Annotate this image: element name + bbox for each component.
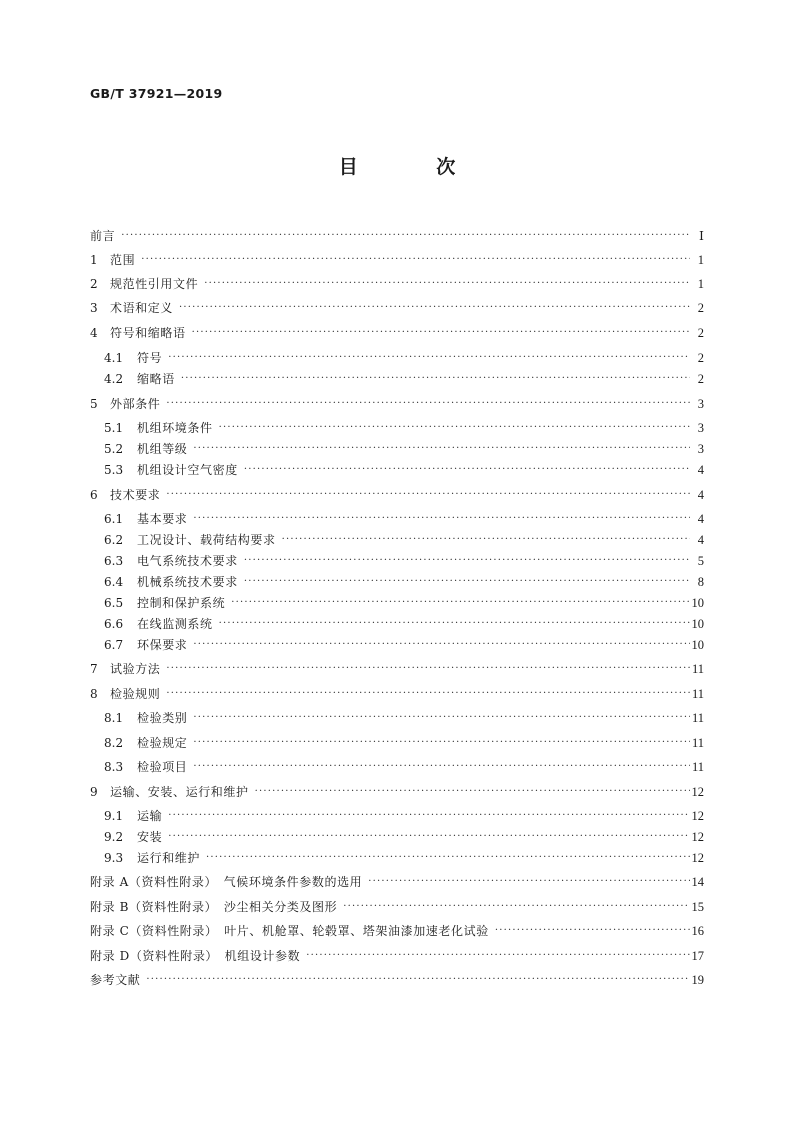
- toc-dot-leader: [146, 970, 689, 990]
- toc-entry-number: 5.1: [104, 421, 124, 435]
- toc-dot-leader: [193, 509, 690, 529]
- toc-entry-number: 4.1: [104, 351, 124, 365]
- toc-entry-number: 6: [90, 488, 98, 502]
- toc-entry[interactable]: [90, 921, 704, 941]
- toc-entry-label: 运行和维护: [137, 851, 201, 865]
- toc-dot-leader: [166, 485, 690, 505]
- toc-entry-label: 前言: [90, 229, 116, 243]
- toc-entry-number: 9.2: [104, 830, 124, 844]
- toc-entry-number: 8.3: [104, 760, 124, 774]
- toc-entry-label: 安装: [137, 830, 163, 844]
- toc-entry[interactable]: [90, 485, 704, 505]
- toc-entry-number: 6.7: [104, 638, 124, 652]
- toc-entry-number: 5.3: [104, 463, 124, 477]
- toc-dot-leader: [306, 946, 689, 966]
- toc-dot-leader: [219, 614, 690, 634]
- toc-dot-leader: [166, 684, 690, 704]
- toc-page-number: 11: [691, 687, 704, 701]
- toc-page-number: 10: [691, 596, 704, 610]
- toc-page-number: 11: [691, 662, 704, 676]
- toc-page-number: 15: [691, 900, 704, 914]
- toc-entry-label: 参考文献: [90, 973, 141, 987]
- toc-page-number: 10: [691, 617, 704, 631]
- toc-subentry[interactable]: [104, 509, 704, 529]
- toc-entry-number: 6.1: [104, 512, 124, 526]
- toc-entry-label: 试验方法: [110, 662, 161, 676]
- toc-entry-number: 4.2: [104, 372, 124, 386]
- toc-dot-leader: [193, 757, 690, 777]
- toc-dot-leader: [193, 733, 690, 753]
- toc-page-number: 1: [697, 253, 704, 267]
- toc-page-number: 4: [697, 463, 704, 477]
- toc-subentry[interactable]: [104, 418, 704, 438]
- toc-page-number: 12: [691, 851, 704, 865]
- toc-entry-number: 6.6: [104, 617, 124, 631]
- toc-subentry[interactable]: [104, 635, 704, 655]
- toc-subentry[interactable]: [104, 572, 704, 592]
- toc-subentry[interactable]: [104, 530, 704, 550]
- toc-entry[interactable]: [90, 872, 704, 892]
- toc-page-number: 2: [697, 326, 704, 340]
- toc-title: 目 次: [338, 156, 492, 178]
- toc-entry-label: 规范性引用文件: [110, 277, 199, 291]
- toc-entry-label: 机组设计空气密度: [137, 463, 238, 477]
- toc-page-number: 12: [691, 809, 704, 823]
- toc-entry-number: 6.5: [104, 596, 124, 610]
- toc-page-number: 4: [697, 512, 704, 526]
- toc-entry-label: 技术要求: [110, 488, 161, 502]
- toc-dot-leader: [244, 460, 690, 480]
- toc-page-number: 2: [697, 301, 704, 315]
- toc-entry-label: 基本要求: [137, 512, 188, 526]
- toc-dot-leader: [244, 572, 690, 592]
- toc-entry-label: 检验项目: [137, 760, 188, 774]
- toc-entry-label: 机械系统技术要求: [137, 575, 238, 589]
- toc-dot-leader: [168, 806, 689, 826]
- toc-subentry[interactable]: [104, 348, 704, 368]
- toc-dot-leader: [193, 635, 689, 655]
- toc-dot-leader: [206, 848, 689, 868]
- toc-entry-number: 5: [90, 397, 98, 411]
- toc-entry-label: 术语和定义: [110, 301, 174, 315]
- toc-page-number: 5: [697, 554, 704, 568]
- toc-entry-label: 机组环境条件: [137, 421, 213, 435]
- toc-page-number: 17: [691, 949, 704, 963]
- toc-entry-number: 8: [90, 687, 98, 701]
- toc-entry-label: 检验规定: [137, 736, 188, 750]
- toc-entry-number: 8.2: [104, 736, 124, 750]
- toc-dot-leader: [282, 530, 690, 550]
- toc-subentry[interactable]: [104, 593, 704, 613]
- toc-entry-label: 外部条件: [110, 397, 161, 411]
- toc-entry-label: 检验规则: [110, 687, 161, 701]
- toc-subentry[interactable]: [104, 827, 704, 847]
- toc-subentry[interactable]: [104, 848, 704, 868]
- toc-dot-leader: [368, 872, 689, 892]
- toc-page-number: 11: [691, 711, 704, 725]
- toc-dot-leader: [166, 659, 690, 679]
- toc-entry[interactable]: [90, 659, 704, 679]
- toc-entry-label: 在线监测系统: [137, 617, 213, 631]
- toc-page-number: 3: [697, 421, 704, 435]
- toc-entry-number: 7: [90, 662, 98, 676]
- toc-dot-leader: [495, 921, 690, 941]
- toc-page-number: 3: [697, 442, 704, 456]
- toc-entry[interactable]: [90, 970, 704, 990]
- toc-entry-label: 控制和保护系统: [137, 596, 226, 610]
- toc-entry[interactable]: [90, 226, 704, 246]
- toc-dot-leader: [168, 348, 690, 368]
- toc-page-number: 2: [697, 372, 704, 386]
- toc-dot-leader: [193, 708, 690, 728]
- toc-page-number: 16: [691, 924, 704, 938]
- toc-entry-number: 6.2: [104, 533, 124, 547]
- toc-entry-label: 运输: [137, 809, 163, 823]
- toc-page-number: Ⅰ: [699, 229, 704, 243]
- toc-dot-leader: [166, 394, 690, 414]
- toc-dot-leader: [141, 250, 690, 270]
- toc-entry-label: 检验类别: [137, 711, 188, 725]
- toc-entry-number: 9.3: [104, 851, 124, 865]
- toc-page-number: 10: [691, 638, 704, 652]
- toc-entry[interactable]: [90, 298, 704, 318]
- standard-code: GB/T 37921—2019: [90, 86, 223, 101]
- toc-page-number: 19: [691, 973, 704, 987]
- toc-entry[interactable]: [90, 274, 704, 294]
- toc-entry-number: 6.4: [104, 575, 124, 589]
- toc-entry-number: 8.1: [104, 711, 124, 725]
- toc-entry-label: 附录 D（资料性附录） 机组设计参数: [90, 949, 301, 963]
- toc-dot-leader: [219, 418, 690, 438]
- toc-page-number: 11: [691, 760, 704, 774]
- toc-entry-label: 符号: [137, 351, 163, 365]
- toc-page-number: 12: [691, 785, 704, 799]
- toc-entry-label: 工况设计、载荷结构要求: [137, 533, 276, 547]
- toc-entry-number: 1: [90, 253, 98, 267]
- toc-page-number: 2: [697, 351, 704, 365]
- toc-dot-leader: [255, 782, 690, 802]
- toc-subentry[interactable]: [104, 439, 704, 459]
- toc-entry-number: 4: [90, 326, 98, 340]
- toc-subentry[interactable]: [104, 733, 704, 753]
- toc-entry[interactable]: [90, 250, 704, 270]
- toc-dot-leader: [231, 593, 689, 613]
- toc-entry-number: 6.3: [104, 554, 124, 568]
- toc-dot-leader: [121, 226, 690, 246]
- toc-dot-leader: [181, 369, 690, 389]
- toc-subentry[interactable]: [104, 708, 704, 728]
- toc-entry[interactable]: [90, 394, 704, 414]
- toc-subentry[interactable]: [104, 757, 704, 777]
- toc-dot-leader: [343, 897, 689, 917]
- toc-dot-leader: [204, 274, 690, 294]
- toc-page-number: 8: [697, 575, 704, 589]
- toc-entry-label: 运输、安装、运行和维护: [110, 785, 249, 799]
- toc-dot-leader: [244, 551, 690, 571]
- toc-entry-label: 缩略语: [137, 372, 175, 386]
- toc-entry[interactable]: [90, 323, 704, 343]
- toc-entry-label: 符号和缩略语: [110, 326, 186, 340]
- toc-page-number: 4: [697, 533, 704, 547]
- toc-entry[interactable]: [90, 684, 704, 704]
- toc-page-number: 11: [691, 736, 704, 750]
- toc-subentry[interactable]: [104, 369, 704, 389]
- toc-entry-number: 9: [90, 785, 98, 799]
- toc-page-number: 14: [691, 875, 704, 889]
- toc-page-number: 4: [697, 488, 704, 502]
- toc-entry[interactable]: [90, 782, 704, 802]
- toc-page-number: 1: [697, 277, 704, 291]
- toc-dot-leader: [168, 827, 689, 847]
- toc-entry-number: 9.1: [104, 809, 124, 823]
- toc-dot-leader: [192, 323, 690, 343]
- toc-entry-label: 附录 A（资料性附录） 气候环境条件参数的选用: [90, 875, 363, 889]
- toc-subentry[interactable]: [104, 460, 704, 480]
- toc-subentry[interactable]: [104, 551, 704, 571]
- toc-entry-label: 环保要求: [137, 638, 188, 652]
- toc-subentry[interactable]: [104, 806, 704, 826]
- toc-entry-label: 电气系统技术要求: [137, 554, 238, 568]
- toc-entry-label: 范围: [110, 253, 136, 267]
- toc-entry[interactable]: [90, 946, 704, 966]
- toc-page-number: 12: [691, 830, 704, 844]
- toc-page-number: 3: [697, 397, 704, 411]
- toc-entry-number: 5.2: [104, 442, 124, 456]
- toc-entry-number: 3: [90, 301, 98, 315]
- toc-entry-number: 2: [90, 277, 98, 291]
- toc-entry[interactable]: [90, 897, 704, 917]
- toc-entry-label: 附录 C（资料性附录） 叶片、机舱罩、轮毂罩、塔架油漆加速老化试验: [90, 924, 489, 938]
- toc-entry-label: 附录 B（资料性附录） 沙尘相关分类及图形: [90, 900, 338, 914]
- toc-dot-leader: [193, 439, 690, 459]
- toc-subentry[interactable]: [104, 614, 704, 634]
- toc-entry-label: 机组等级: [137, 442, 188, 456]
- toc-dot-leader: [179, 298, 690, 318]
